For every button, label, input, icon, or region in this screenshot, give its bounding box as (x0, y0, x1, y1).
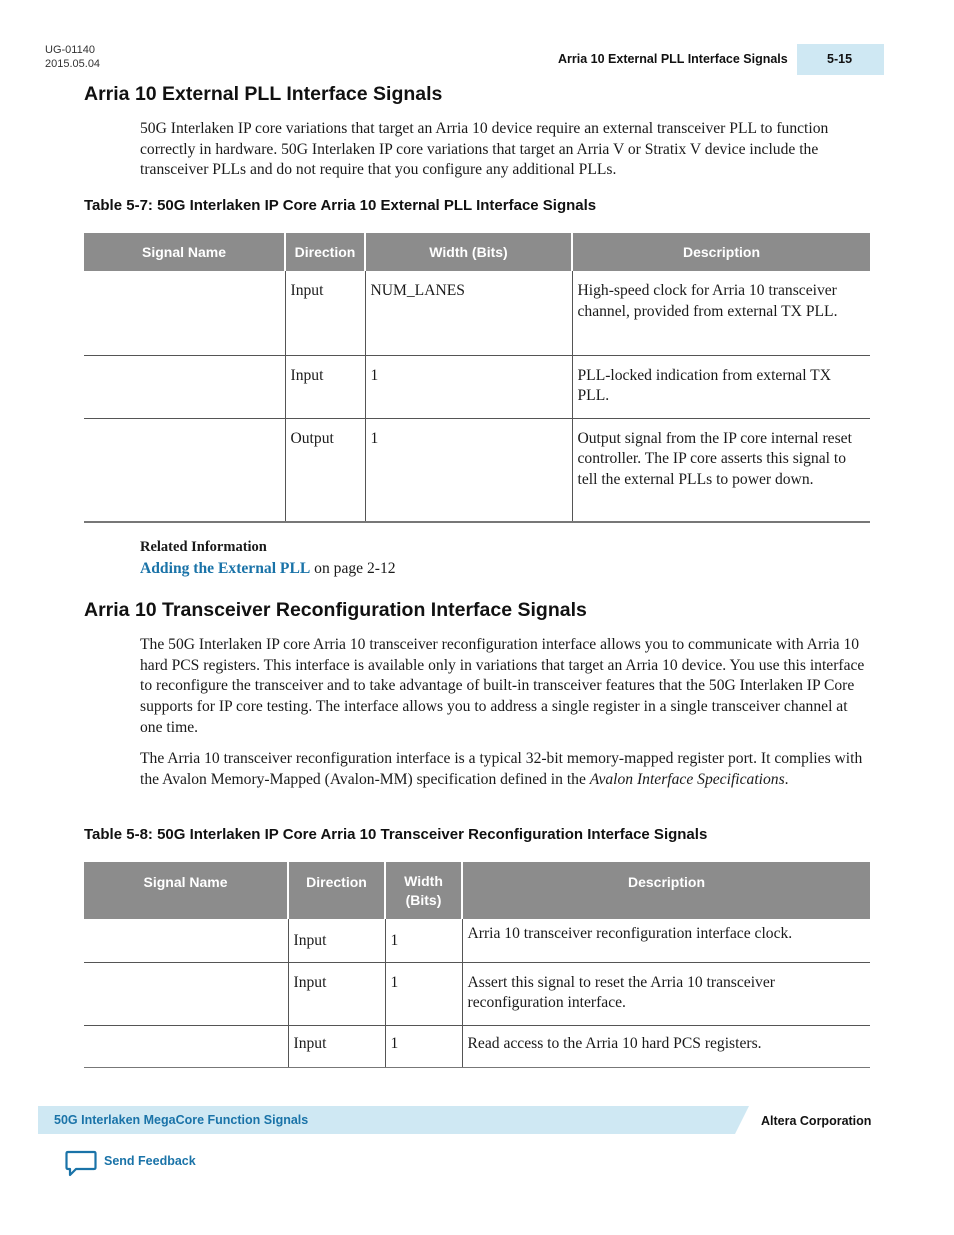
direction-cell: Input (285, 355, 365, 418)
send-feedback-link[interactable]: Send Feedback (104, 1154, 196, 1168)
page-number: 5-15 (797, 44, 884, 75)
width-cell: 1 (385, 919, 462, 962)
section-title-external-pll: Arria 10 External PLL Interface Signals (84, 83, 443, 105)
column-header: Direction (288, 862, 385, 919)
footer-chapter-title: 50G Interlaken MegaCore Function Signals (54, 1113, 309, 1127)
description-cell: Read access to the Arria 10 hard PCS registers. (462, 1025, 870, 1067)
running-title: Arria 10 External PLL Interface Signals (558, 52, 788, 66)
description-cell: Assert this signal to reset the Arria 10 transceiver reconfiguration interface. (462, 962, 870, 1025)
column-header: Direction (285, 233, 365, 271)
description-cell: High-speed clock for Arria 10 transceiver channel, provided from external TX PLL. (572, 271, 870, 355)
description-cell: Arria 10 transceiver reconfiguration interface clock. (462, 919, 870, 962)
footer-company: Altera Corporation (761, 1114, 872, 1128)
table-caption: Table 5-8: 50G Interlaken IP Core Arria 10 Transceiver Reconfiguration Interface Signals (84, 826, 708, 843)
direction-cell: Output (285, 418, 365, 522)
column-header: Width (Bits) (385, 862, 462, 919)
direction-cell: Input (285, 271, 365, 355)
table-row (84, 962, 870, 1025)
column-header: Description (572, 233, 870, 271)
width-cell: 1 (365, 355, 572, 418)
pll-signals-table (84, 233, 870, 523)
direction-cell: Input (288, 1025, 385, 1067)
feedback-speech-bubble-icon[interactable] (65, 1150, 97, 1178)
width-cell: NUM_LANES (365, 271, 572, 355)
section-paragraph (140, 749, 872, 790)
table-row (84, 1025, 870, 1067)
signal-name-cell (84, 962, 288, 1025)
table-row (84, 919, 870, 962)
column-header: Width (Bits) (365, 233, 572, 271)
width-cell: 1 (385, 962, 462, 1025)
paragraph-text: The Arria 10 transceiver reconfiguration interface is a typical 32-bit memory-mapped register port. It complies with the Avalon Memory-Mapped (Avalon-MM) specification defined in the (140, 750, 863, 788)
signal-name-cell (84, 1025, 288, 1067)
table-row (84, 418, 870, 522)
column-header: Signal Name (84, 233, 285, 271)
direction-cell: Input (288, 919, 385, 962)
adding-external-pll-link[interactable]: Adding the External PLL (140, 560, 311, 577)
reconfiguration-signals-table (84, 862, 870, 1068)
paragraph-text: . (784, 770, 789, 788)
description-cell: PLL-locked indication from external TX PLL. (572, 355, 870, 418)
signal-name-cell (84, 271, 285, 355)
width-cell: 1 (385, 1025, 462, 1067)
signal-name-cell (84, 919, 288, 962)
table-caption: Table 5-7: 50G Interlaken IP Core Arria 10 External PLL Interface Signals (84, 197, 597, 214)
width-cell: 1 (365, 418, 572, 522)
related-information-heading: Related Information (140, 539, 267, 555)
table-row (84, 271, 870, 355)
document-id (45, 43, 100, 71)
section-paragraph: 50G Interlaken IP core variations that target an Arria 10 device require an external transceiver PLL to function correctly in hardware. 50G Interlaken IP core variations that target an Arria V or Stratix V device include the transceiver PLLs and do not require that you configure any additional PLLs. (140, 120, 829, 179)
signal-name-cell (84, 355, 285, 418)
section-title-reconfiguration: Arria 10 Transceiver Reconfiguration Interface Signals (84, 599, 587, 621)
table-row (84, 355, 870, 418)
link-suffix: on page 2-12 (310, 560, 396, 577)
direction-cell: Input (288, 962, 385, 1025)
description-cell: Output signal from the IP core internal reset controller. The IP core asserts this signal to tell the external PLLs to power down. (572, 418, 870, 522)
related-information-line (140, 560, 396, 578)
doc-date: 2015.05.04 (45, 58, 101, 70)
section-paragraph: The 50G Interlaken IP core Arria 10 transceiver reconfiguration interface allows you to communicate with Arria 10 hard PCS registers. This interface is available only in variations that target an Arria 10 device. You use this interface to reconfigure the transceiver and to take advantage of built-in transceiver features that the 50G Interlaken IP Core supports for IP core testing. The interface allows you to address a single register in a single transceiver channel at one time. (140, 636, 865, 736)
avalon-spec-reference: Avalon Interface Specifications (589, 770, 785, 788)
column-header: Signal Name (84, 862, 288, 919)
signal-name-cell (84, 418, 285, 522)
doc-number: UG-01140 (45, 44, 95, 56)
column-header: Description (462, 862, 870, 919)
